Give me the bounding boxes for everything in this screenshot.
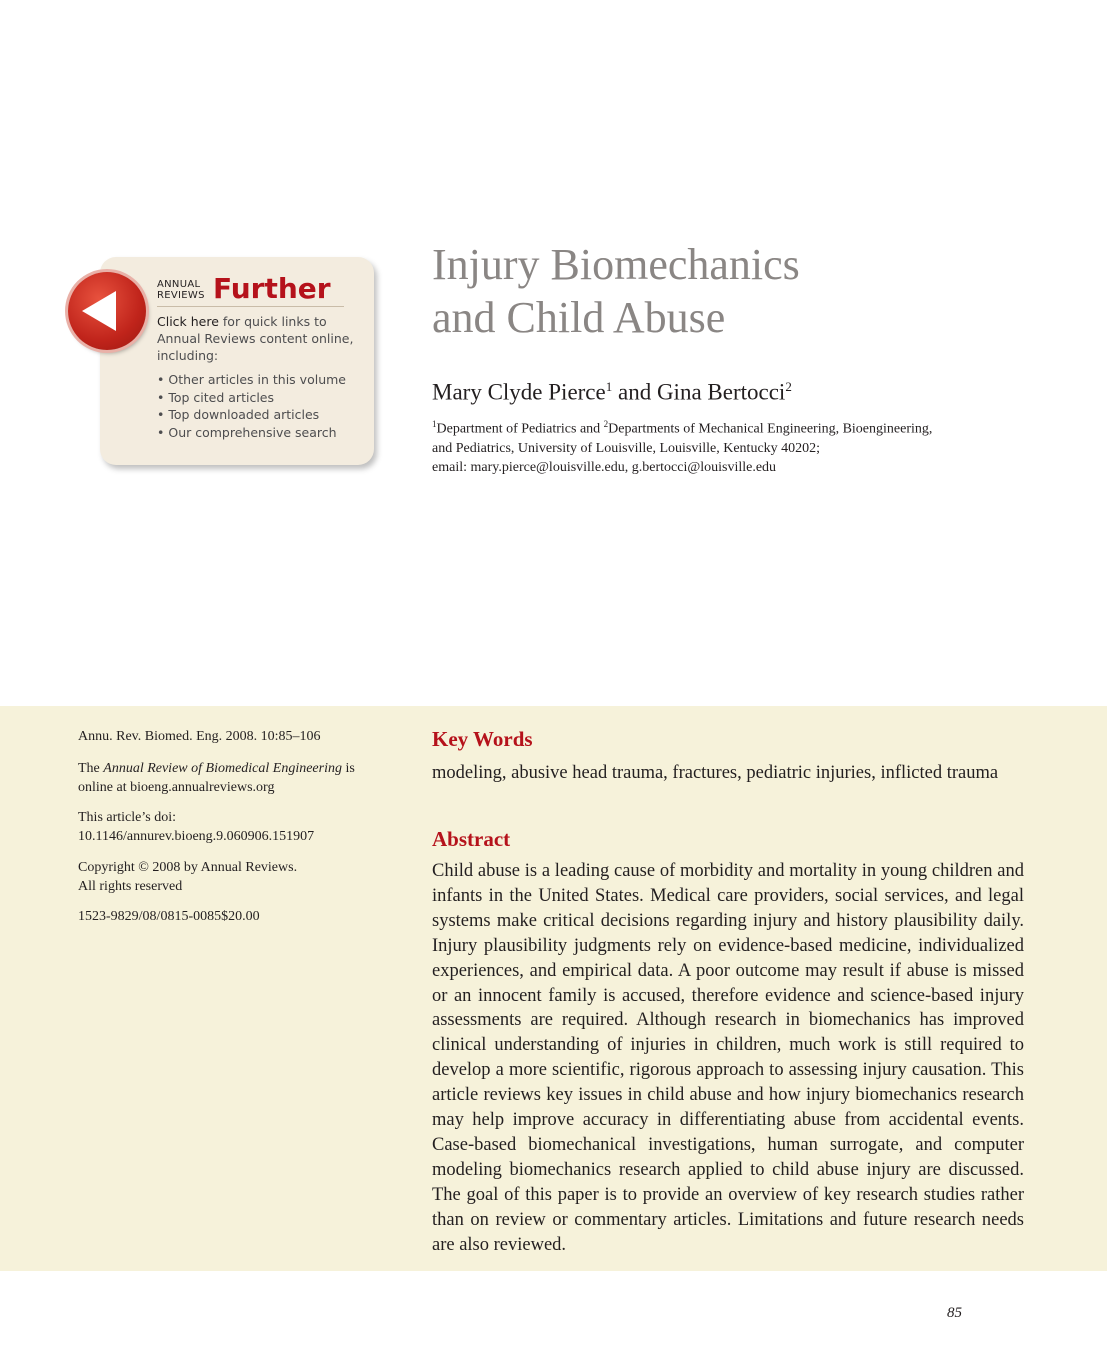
further-link-top-cited[interactable]: • Top cited articles bbox=[157, 389, 346, 407]
article-title: Injury Biomechanics and Child Abuse bbox=[432, 240, 800, 342]
article-authors: Mary Clyde Pierce$^1$ and Gina Bertocci$^2$ bbox=[432, 379, 792, 405]
author-affiliations: $^1$Department of Pediatrics and $^2$Departments of Mechanical Engineering, Bioengineering, and Pediatrics, University of Louisville, Louisville, Kentucky 40202; email: mary.pierce@louisville.edu, g.bertocci@louisville.edu bbox=[432, 419, 933, 475]
abstract-heading: Abstract bbox=[432, 827, 511, 851]
further-divider bbox=[157, 306, 344, 307]
keywords-heading: Key Words bbox=[432, 727, 533, 751]
doi: This article’s doi: 10.1146/annurev.bioeng.9.060906.151907 bbox=[78, 810, 315, 844]
further-title: Further bbox=[213, 272, 331, 305]
online-note: The Annual Review of Biomedical Engineering is online at bioeng.annualreviews.org bbox=[78, 761, 355, 795]
page-number: 85 bbox=[947, 1305, 962, 1321]
issn: 1523-9829/08/0815-0085$20.00 bbox=[78, 909, 260, 924]
click-here-link[interactable]: Click here bbox=[157, 314, 219, 329]
abstract-text: Child abuse is a leading cause of morbidity and mortality in young children and infants in the United States. Medical care providers, social services, and legal systems make critical decisions regarding injury and history plausibility daily. Injury plausibility judgments rely on evidence-based medicine, individualized experiences, and empirical data. A poor outcome may result if abuse is missed or an innocent family is accused, therefore evidence and science-based injury assessments are required. Although research in biomechanics has improved clinical understanding of injuries in children, much work is still required to develop a more scientific, rigorous approach to assessing injury causation. This article reviews key issues in child abuse and how injury biomechanics research may help improve accuracy in differentiating abuse from accidental events. Case-based biomechanical investigations, human surrogate, and computer modeling biomechanics research applied to child abuse injury are discussed. The goal of this paper is to provide an overview of key research studies rather than on review or commentary articles. Limitations and future research needs are also reviewed. bbox=[432, 861, 1024, 1255]
further-link-search[interactable]: • Our comprehensive search bbox=[157, 424, 346, 442]
further-description: Click here for quick links to Annual Reviews content online, including: bbox=[157, 314, 354, 363]
keywords-text: modeling, abusive head trauma, fractures, pediatric injuries, inflicted trauma bbox=[432, 763, 999, 783]
back-arrow-icon[interactable] bbox=[68, 272, 146, 350]
annual-reviews-logo: ANNUAL REVIEWS bbox=[157, 279, 205, 301]
citation: Annu. Rev. Biomed. Eng. 2008. 10:85–106 bbox=[78, 729, 321, 744]
further-link-other-articles[interactable]: • Other articles in this volume bbox=[157, 371, 346, 389]
further-link-top-downloaded[interactable]: • Top downloaded articles bbox=[157, 406, 346, 424]
further-links-list bbox=[157, 371, 346, 442]
author-emails: email: mary.pierce@louisville.edu, g.bertocci@louisville.edu bbox=[432, 459, 777, 475]
copyright: Copyright © 2008 by Annual Reviews. All rights reserved bbox=[78, 860, 298, 894]
